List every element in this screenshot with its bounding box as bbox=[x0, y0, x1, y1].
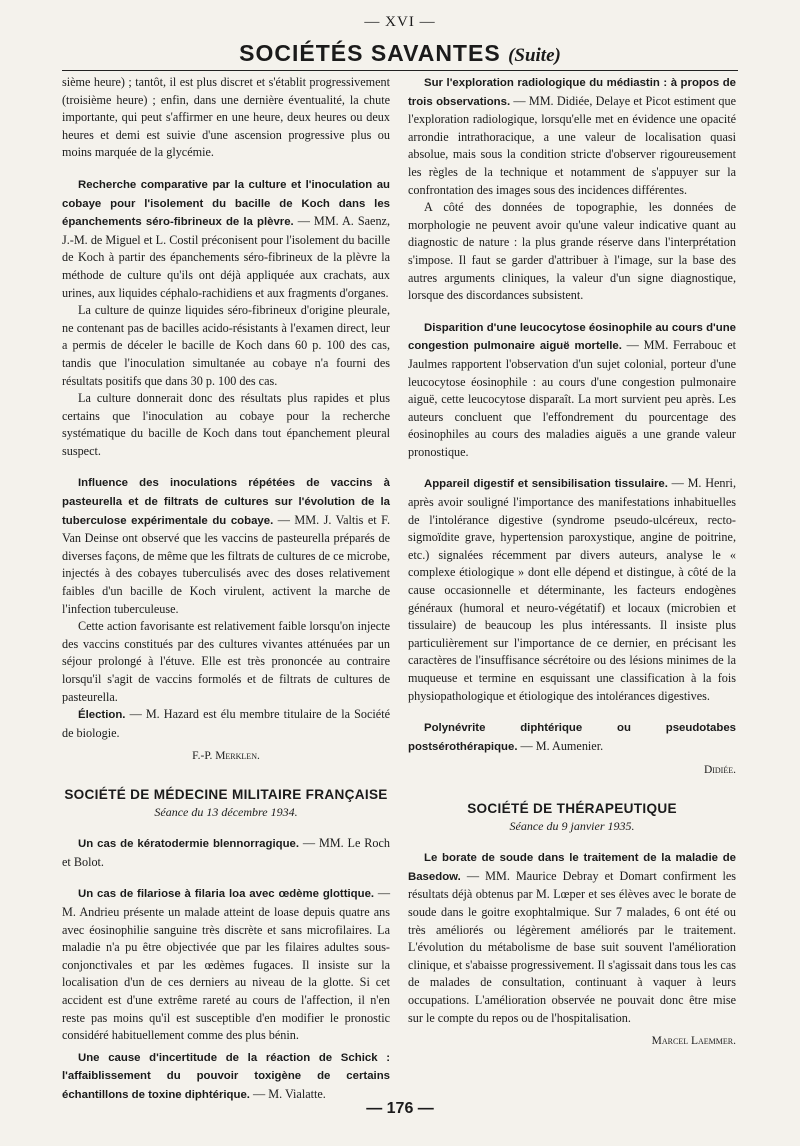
article-title: Sur l'exploration radiologique du médiastin : à propos de trois observations. bbox=[408, 77, 736, 108]
article-pasteurella bbox=[62, 474, 390, 766]
article-title: Polynévrite diphtérique ou pseudotabes postsérothérapique. bbox=[408, 722, 736, 753]
article-intro bbox=[62, 74, 390, 162]
article-title: Un cas de kératodermie blennorragique. bbox=[78, 838, 300, 851]
article-paragraph: Cette action favorisante est relativement faible lorsqu'on injecte des vaccins constitués par des cultures vivantes atténuées par un séjour prolongé à l'étuve. Elle est très prononcée au contraire lorsqu'il s'agit de vaccins formolés et de filtrats de cultures de pasteurella. bbox=[62, 619, 390, 704]
article-paragraph bbox=[62, 474, 390, 618]
section-suite: (Suite) bbox=[508, 45, 561, 66]
article-schick bbox=[62, 1049, 390, 1105]
article-filariose bbox=[62, 885, 390, 1044]
article-title: Un cas de filariose à filaria loa avec œdème glottique. bbox=[78, 888, 375, 901]
article-text: — MM. A. Saenz, J.-M. de Miguel et L. Costil préconisent pour l'isolement du bacille de Koch à partir des épanchements séro-fibrineux de la plèvre la méthode de culture qu'ils ont déjà appliquée aux crachats, aux urines, aux liquides céphalo-rachidiens et aux fragments d'organes. bbox=[62, 214, 390, 300]
article-paragraph bbox=[62, 176, 390, 302]
right-column bbox=[408, 74, 736, 1051]
article-leucocytose bbox=[408, 319, 736, 462]
article-mediastin bbox=[408, 74, 736, 305]
page-number: — 176 — bbox=[366, 1100, 434, 1117]
article-text: — MM. Ferrabouc et Jaulmes rapportent l'observation d'un sujet colonial, porteur d'une leucocytose éosinophile : au cours d'une congestion pulmonaire aiguë, cette leucocytose disparaît. La mort survient peu après. Les auteurs concluent que l'effondrement du pourcentage des éosinophiles au cours des maladies aiguës a une grande valeur pronostique. bbox=[408, 338, 736, 459]
article-title: Une cause d'incertitude de la réaction de Schick : l'affaiblissement du pouvoir toxigène de certains échantillons de toxine diphtérique. bbox=[62, 1051, 390, 1101]
signature: F.-P. Merklen. bbox=[192, 750, 260, 763]
article-paragraph bbox=[62, 1049, 390, 1105]
society-heading: SOCIÉTÉ DE MÉDECINE MILITAIRE FRANÇAISE bbox=[64, 786, 388, 802]
article-borate bbox=[408, 849, 736, 1051]
article-title: Le borate de soude dans le traitement de la maladie de Basedow. bbox=[408, 852, 736, 883]
election-paragraph bbox=[62, 706, 390, 742]
article-paragraph bbox=[408, 849, 736, 1027]
article-polynevrite bbox=[408, 719, 736, 780]
article-paragraph bbox=[408, 475, 736, 705]
article-paragraph bbox=[408, 319, 736, 462]
article-paragraph bbox=[62, 885, 390, 1044]
seance-date: Séance du 9 janvier 1935. bbox=[509, 818, 635, 833]
article-text: — M. Vialatte. bbox=[249, 1086, 326, 1101]
article-text: — M. Andrieu présente un malade atteint de loase depuis quatre ans avec éosinophilie sanguine très discrète et sans microfilaires. La maladie n'a pu être objectivée que par les filaires adultes sous-conjonctivales et par les œdèmes fugaces. Il insiste sur la localisation d'un de ces derniers au niveau de la glotte. Si cet accident est d'une extrême rareté au cours de l'affection, il n'en reste pas moins qu'il est susceptible d'en modifier le pronostic considéré habituellement comme des plus bénin. bbox=[62, 886, 391, 1043]
article-title: Disparition d'une leucocytose éosinophile au cours d'une congestion pulmonaire aiguë mortelle. bbox=[408, 321, 736, 353]
election-text: — M. Hazard est élu membre titulaire de la Société de biologie. bbox=[62, 707, 390, 740]
article-appareil-digestif bbox=[408, 475, 736, 705]
section-title: SOCIÉTÉS SAVANTES bbox=[239, 40, 501, 66]
left-column bbox=[62, 74, 390, 1104]
article-paragraph: A côté des données de topographie, les données de morphologie ne peuvent avoir qu'une valeur indicative quant au diagnostic de nature : la plus grande réserve dans l'interprétation s'impose. Il faut se garder d'attribuer à l'image, sur la base des autres arguments cliniques, la valeur d'un signe diagnostique, lorsque des discordances subsistent. bbox=[408, 200, 736, 303]
article-text: — MM. J. Valtis et F. Van Deinse ont observé que les vaccins de pasteurella préparés de diverses façons, de même que les filtrats de cultures de ce microbe, injectés à des cobayes tuberculisés avec des doses relativement faibles d'un bacille de Koch virulent, activent la marche de l'infection tuberculeuse. bbox=[62, 512, 390, 616]
article-text: — M. Aumenier. bbox=[517, 738, 604, 753]
header-rule bbox=[62, 70, 738, 71]
intro-paragraph: sième heure) ; tantôt, il est plus discret et s'établit progressivement (troisième heure) ; enfin, dans une dernière éventualité, la chute importante, qui peut s'affirmer en une heure, deux heures ou deux heures et demi est suivie d'une ascension progressive plus ou moins marquée de la glycémie. bbox=[62, 75, 390, 160]
article-title: Appareil digestif et sensibilisation tissulaire. bbox=[424, 478, 668, 491]
article-paragraph bbox=[408, 74, 736, 199]
article-paragraph: La culture de quinze liquides séro-fibrineux d'origine pleurale, ne contenant pas de bacilles acido-résistants à l'examen direct, leur a permis de déceler le bacille de Koch dans 60 p. 100 des cas, tandis que l'inoculation simultanée au cobaye n'a fourni des résultats positifs que dans 30 p. 100 des cas. bbox=[62, 303, 390, 388]
article-paragraph: La culture donnerait donc des résultats plus rapides et plus certains que l'inoculation au cobaye pour la recherche systématique du bacille de Koch dans tout épanchement pleural suspect. bbox=[62, 391, 390, 458]
page-number-roman: — XVI — bbox=[364, 14, 436, 30]
article-text: — MM. Didiée, Delaye et Picot estiment que l'exploration radiologique, lorsqu'elle met en évidence une opacité arrondie intrathoracique, a une valeur de localisation quasi absolue, mais sous la condition stricte d'observer rigoureusement les règles de la technique et notamment de s'appuyer sur la confrontation des images sous des incidences différentes. bbox=[408, 93, 736, 197]
seance-date: Séance du 13 décembre 1934. bbox=[154, 804, 298, 819]
election-title: Élection. bbox=[78, 709, 126, 722]
signature: Marcel Laemmer. bbox=[651, 1035, 736, 1048]
article-paragraph bbox=[62, 835, 390, 871]
signature: Didiée. bbox=[703, 764, 736, 777]
article-title: Recherche comparative par la culture et l'inoculation au cobaye pour l'isolement du bacille de Koch dans les épanchements séro-fibrineux de la plèvre. bbox=[62, 178, 390, 229]
article-paragraph bbox=[408, 719, 736, 756]
article-keratodermie bbox=[62, 835, 390, 871]
article-text: — MM. Le Roch et Bolot. bbox=[62, 836, 390, 869]
section-header bbox=[0, 40, 800, 67]
society-heading: SOCIÉTÉ DE THÉRAPEUTIQUE bbox=[467, 800, 677, 816]
article-text: — M. Henri, après avoir souligné l'importance des manifestations inhabituelles de l'intolérance digestive (syndrome pseudo-ulcéreux, recto-sigmoïdite grave, hypertension paroxystique, angine de poitrine, etc.) signalées récemment par divers auteurs, analyse le « complexe étiologique » dont elle dépend et distingue, à côté de la cause occasionnelle et déterminante, les facteurs endogènes généraux (humoral et neuro-végétatif) et locaux (microbien et tissulaire) de beaucoup les plus intéressants. Il insiste plus particulièrement sur l'importance de ce dernier, en précisant les caractères de l'insuffisance sécrétoire ou des lésions minimes de la muqueuse et termine en esquissant une classification à la fois physiopathologique et étiologique des intolérances digestives. bbox=[408, 476, 736, 703]
article-title: Influence des inoculations répétées de vaccins à pasteurella et de filtrats de cultures sur l'évolution de la tuberculose expérimentale du cobaye. bbox=[62, 477, 390, 527]
article-koch-culture bbox=[62, 176, 390, 461]
article-text: — MM. Maurice Debray et Domart confirment les résultats déjà obtenus par M. Lœper et ses élèves avec le borate de soude dans le goitre exophtalmique. Sur 7 malades, 6 ont été ou très améliorés ou légèrement améliorés par le traitement. L'évolution du métabolisme de base suit souvent l'amélioration clinique, et s'abaisse progressivement. Il s'agissait dans tous les cas de malades de consultation, continuant à vaquer à leurs occupations. L'amélioration observée ne pouvait donc être mise sur le compte du repos ou de l'hospitalisation. bbox=[408, 868, 736, 1025]
